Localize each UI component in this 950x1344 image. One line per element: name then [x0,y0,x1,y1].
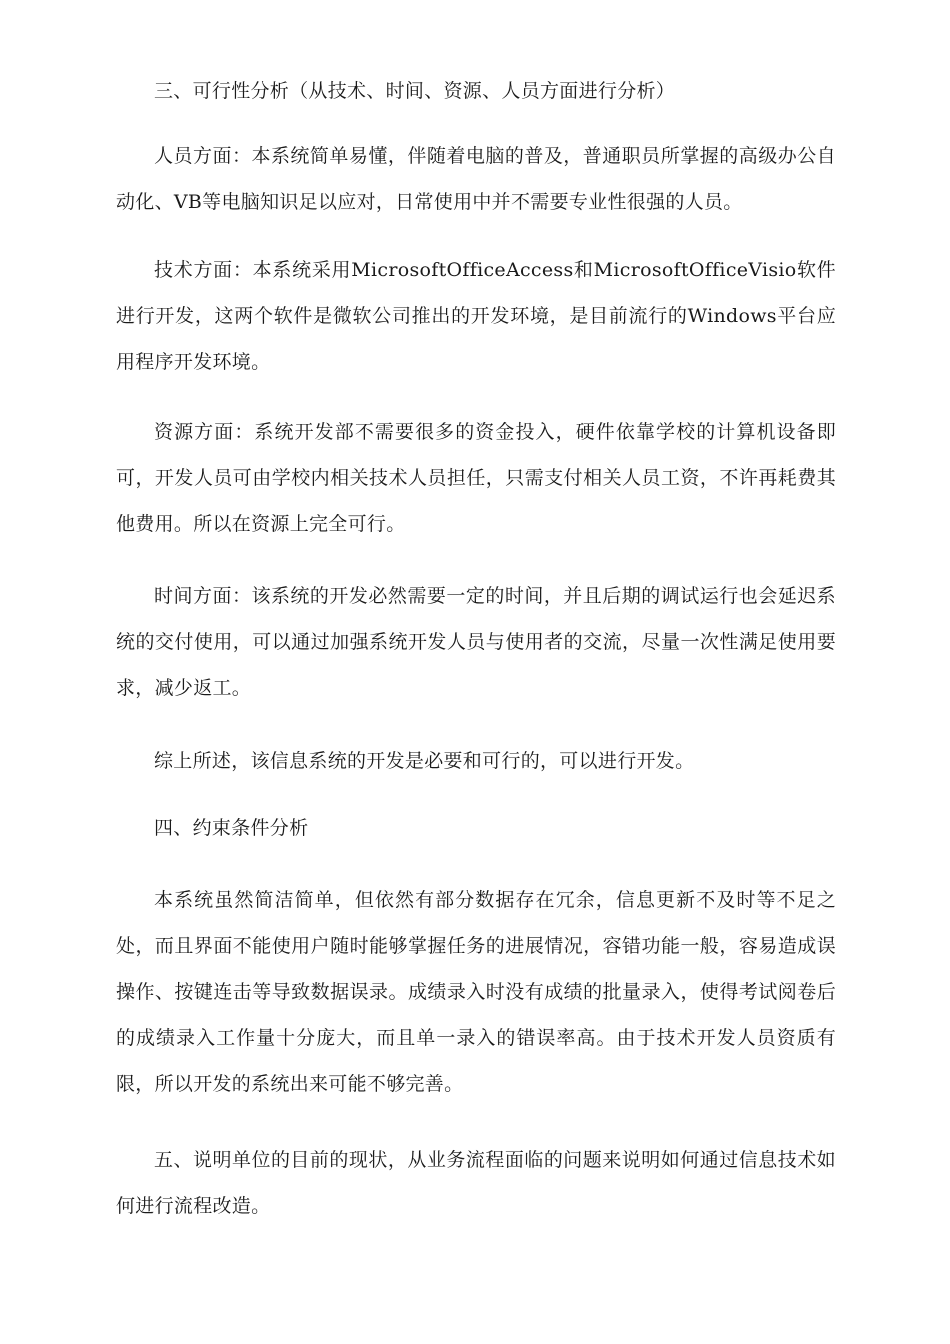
conclusion-paragraph: 综上所述，该信息系统的开发是必要和可行的，可以进行开发。 [154,750,695,772]
section-4-heading: 四、约束条件分析 [154,817,309,839]
time-paragraph: 时间方面：该系统的开发必然需要一定的时间，并且后期的调试运行也会延迟系统的交付使用，可以通过加强系统开发人员与使用者的交流，尽量一次性满足使用要求，减少返工。 [116,585,836,699]
constraints-paragraph: 本系统虽然简洁简单，但依然有部分数据存在冗余，信息更新不及时等不足之处，而且界面不能使用户随时能够掌握任务的进展情况，容错功能一般，容易造成误操作、按键连击等导致数据误录。成绩录入时没有成绩的批量录入，使得考试阅卷后的成绩录入工作量十分庞大，而且单一录入的错误率高。由于技术开发人员资质有限，所以开发的系统出来可能不够完善。 [116,889,836,1095]
section-3-heading: 三、可行性分析（从技术、时间、资源、人员方面进行分析） [154,80,676,102]
technology-paragraph: 技术方面：本系统采用MicrosoftOfficeAccess和MicrosoftOfficeVisio软件进行开发，这两个软件是微软公司推出的开发环境，是目前流行的Windows平台应用程序开发环境。 [116,259,836,373]
resources-paragraph: 资源方面：系统开发部不需要很多的资金投入，硬件依靠学校的计算机设备即可，开发人员可由学校内相关技术人员担任，只需支付相关人员工资，不许再耗费其他费用。所以在资源上完全可行。 [116,421,836,535]
section-5-heading: 五、说明单位的目前的现状，从业务流程面临的问题来说明如何通过信息技术如何进行流程改造。 [116,1149,836,1217]
personnel-paragraph: 人员方面：本系统简单易懂，伴随着电脑的普及，普通职员所掌握的高级办公自动化、VB等电脑知识足以应对，日常使用中并不需要专业性很强的人员。 [116,145,836,213]
